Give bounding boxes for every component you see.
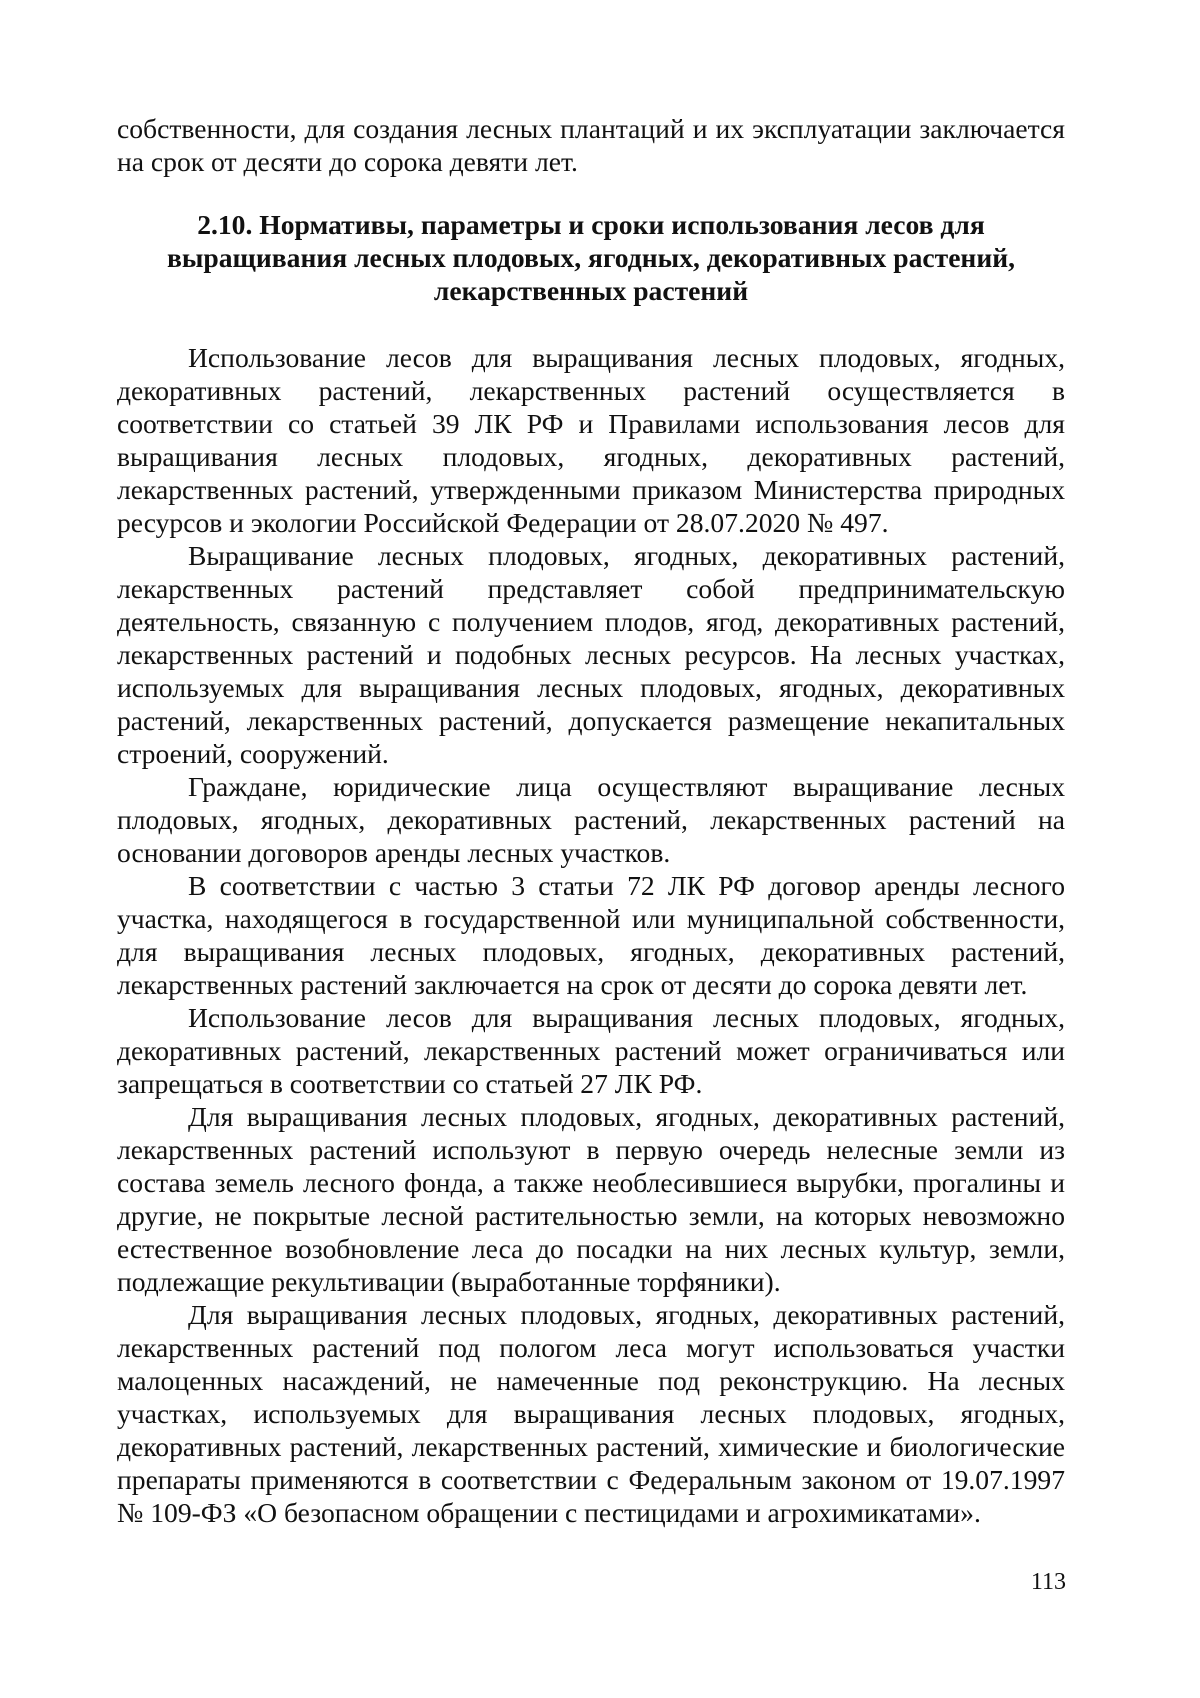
document-page xyxy=(117,112,1065,1529)
paragraph: Для выращивания лесных плодовых, ягодных, декоративных растений, лекарственных растений используют в первую очередь нелесные земли из состава земель лесного фонда, а также необлесившиеся вырубки, прогалины и другие, не покрытые лесной растительностью земли, на которых невозможно естественное возобновление леса до посадки на них лесных культур, земли, подлежащие рекультивации (выработанные торфяники). xyxy=(117,1101,1065,1297)
page-number: 113 xyxy=(1030,1569,1066,1595)
section-title: 2.10. Нормативы, параметры и сроки использования лесов для выращивания лесных плодовых, ягодных, декоративных растений, лекарственных растений xyxy=(166,209,1016,306)
paragraph: В соответствии с частью 3 статьи 72 ЛК РФ договор аренды лесного участка, находящегося в государственной или муниципальной собственности, для выращивания лесных плодовых, ягодных, декоративных растений, лекарственных растений заключается на срок от десяти до сорока девяти лет. xyxy=(117,870,1065,1000)
paragraph: Использование лесов для выращивания лесных плодовых, ягодных, декоративных растений, лекарственных растений осуществляется в соответствии со статьей 39 ЛК РФ и Правилами использования лесов для выращивания лесных плодовых, ягодных, декоративных растений, лекарственных растений, утвержденными приказом Министерства природных ресурсов и экологии Российской Федерации от 28.07.2020 № 497. xyxy=(117,342,1065,538)
paragraph: Выращивание лесных плодовых, ягодных, декоративных растений, лекарственных растений представляет собой предпринимательскую деятельность, связанную с получением плодов, ягод, декоративных растений, лекарственных растений и подобных лесных ресурсов. На лесных участках, используемых для выращивания лесных плодовых, ягодных, декоративных растений, лекарственных растений, допускается размещение некапитальных строений, сооружений. xyxy=(117,540,1065,769)
paragraph: Граждане, юридические лица осуществляют выращивание лесных плодовых, ягодных, декоративных растений, лекарственных растений на основании договоров аренды лесных участков. xyxy=(117,771,1065,868)
section-body xyxy=(117,341,1065,1529)
paragraph: Использование лесов для выращивания лесных плодовых, ягодных, декоративных растений, лекарственных растений может ограничиваться или запрещаться в соответствии со статьей 27 ЛК РФ. xyxy=(117,1002,1065,1099)
paragraph: Для выращивания лесных плодовых, ягодных, декоративных растений, лекарственных растений под пологом леса могут использоваться участки малоценных насаждений, не намеченные под реконструкцию. На лесных участках, используемых для выращивания лесных плодовых, ягодных, декоративных растений, лекарственных растений, химические и биологические препараты применяются в соответствии с Федеральным законом от 19.07.1997 № 109-ФЗ «О безопасном обращении с пестицидами и агрохимикатами». xyxy=(117,1299,1065,1528)
intro-paragraph: собственности, для создания лесных плантаций и их эксплуатации заключается на срок от десяти до сорока девяти лет. xyxy=(117,113,1065,177)
